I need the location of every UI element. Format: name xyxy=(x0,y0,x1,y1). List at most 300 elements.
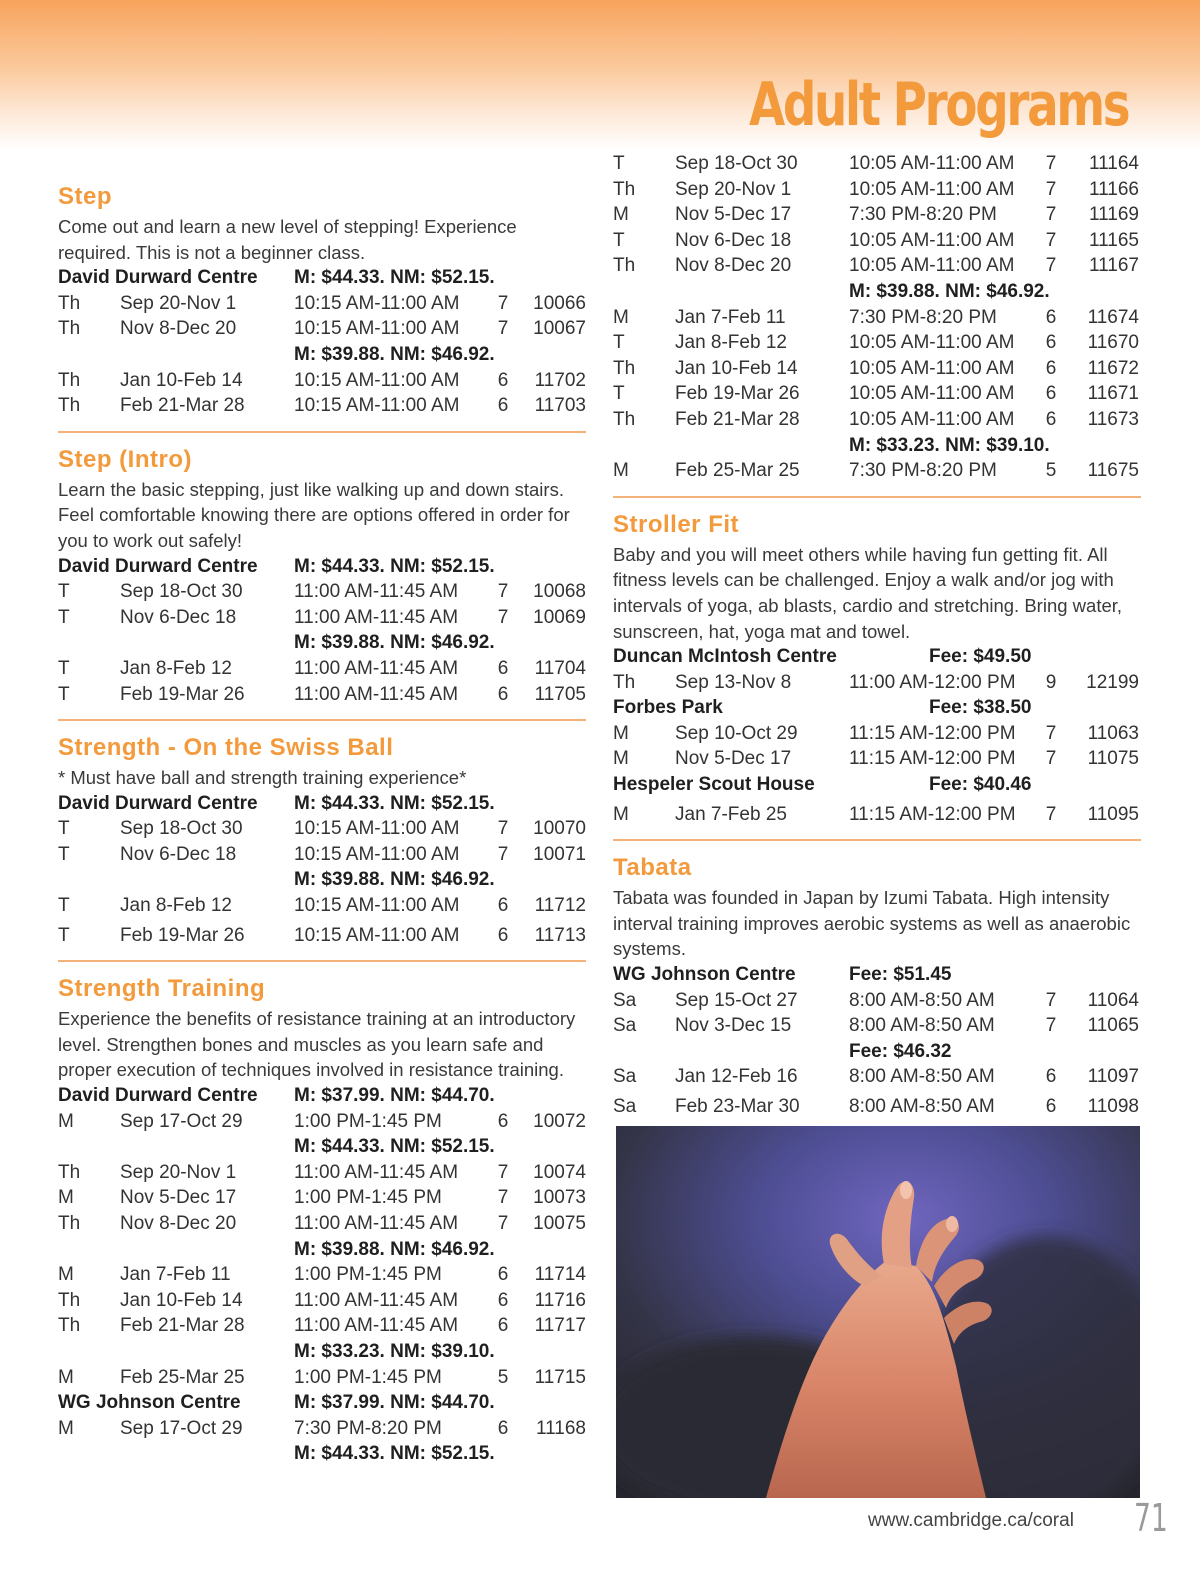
day-cell: M xyxy=(58,1417,74,1439)
course-code-cell: 11165 xyxy=(1088,229,1139,251)
fee-text: M: $44.33. NM: $52.15. xyxy=(294,555,495,577)
dates-cell: Sep 17-Oct 29 xyxy=(120,1417,243,1439)
fee-text: Fee: $40.46 xyxy=(929,774,1032,796)
course-code-cell: 10070 xyxy=(533,818,586,840)
schedule-row xyxy=(613,253,1141,279)
section-divider xyxy=(58,960,586,962)
dates-cell: Jan 7-Feb 11 xyxy=(675,306,786,328)
section-step-intro xyxy=(58,443,586,707)
day-cell: Sa xyxy=(613,1066,637,1088)
course-code-cell: 10069 xyxy=(533,606,586,628)
schedule-row xyxy=(58,893,586,919)
sessions-cell: 7 xyxy=(1045,1015,1057,1037)
fee-text: M: $37.99. NM: $44.70. xyxy=(294,1392,495,1414)
day-cell: T xyxy=(58,895,70,917)
time-cell: 7:30 PM-8:20 PM xyxy=(849,460,997,482)
course-code-cell: 11713 xyxy=(534,924,586,946)
time-cell: 11:00 AM-11:45 AM xyxy=(294,657,459,679)
fee-text: M: $33.23. NM: $39.10. xyxy=(294,1340,495,1362)
sessions-cell: 6 xyxy=(1045,1066,1057,1088)
section-heading: Strength Training xyxy=(58,975,266,1003)
section-description: Learn the basic stepping, just like walking up and down stairs. Feel comfortable knowing there are options offered in order for you to work out safely! xyxy=(58,478,570,551)
section-heading: Step (Intro) xyxy=(58,445,192,473)
sessions-cell: 7 xyxy=(1045,255,1057,277)
sessions-cell: 6 xyxy=(1045,357,1057,379)
day-cell: M xyxy=(613,803,629,825)
section-description: Experience the benefits of resistance training at an introductory level. Strengthen bones and muscles as you learn safe and proper execution of techniques involved in resistance training. xyxy=(58,1008,576,1081)
fee-text: M: $44.33. NM: $52.15. xyxy=(294,267,495,289)
day-cell: Th xyxy=(58,292,81,314)
dates-cell: Feb 19-Mar 26 xyxy=(120,924,245,946)
sessions-cell: 6 xyxy=(497,369,509,391)
day-cell: M xyxy=(58,1110,74,1132)
schedule-row xyxy=(58,923,586,949)
course-code-cell: 10067 xyxy=(533,318,586,340)
day-cell: T xyxy=(58,581,70,603)
section-description: Come out and learn a new level of stepping! Experience required. This is not a beginner class. xyxy=(58,216,517,263)
course-code-cell: 11712 xyxy=(534,895,586,917)
sessions-cell: 6 xyxy=(1045,408,1057,430)
location-row xyxy=(613,695,1141,721)
section-heading: Step xyxy=(58,183,113,210)
course-code-cell: 11715 xyxy=(534,1366,586,1388)
time-cell: 11:15 AM-12:00 PM xyxy=(849,748,1016,770)
time-cell: 7:30 PM-8:20 PM xyxy=(294,1417,442,1439)
schedule-row xyxy=(58,1288,586,1314)
location-row xyxy=(58,1083,586,1109)
time-cell: 1:00 PM-1:45 PM xyxy=(294,1366,442,1388)
left-column xyxy=(58,180,586,1467)
time-cell: 1:00 PM-1:45 PM xyxy=(294,1110,442,1132)
schedule-row xyxy=(613,407,1141,433)
fee-text: Fee: $49.50 xyxy=(929,646,1032,668)
sessions-cell: 6 xyxy=(497,395,509,417)
section-swiss-ball xyxy=(58,731,586,948)
schedule-row xyxy=(58,816,586,842)
dates-cell: Sep 17-Oct 29 xyxy=(120,1110,243,1132)
time-cell: 11:00 AM-11:45 AM xyxy=(294,683,459,705)
time-cell: 10:15 AM-11:00 AM xyxy=(294,318,460,340)
schedule-row xyxy=(58,393,586,419)
day-cell: Th xyxy=(58,1289,81,1311)
dates-cell: Nov 5-Dec 17 xyxy=(120,1187,237,1209)
schedule-row xyxy=(58,368,586,394)
dates-cell: Nov 5-Dec 17 xyxy=(675,204,792,226)
schedule-row xyxy=(613,1094,1141,1120)
day-cell: M xyxy=(613,460,629,482)
footer-url[interactable]: www.cambridge.ca/coral xyxy=(868,1510,1074,1531)
schedule-row xyxy=(613,228,1141,254)
section-strength-training xyxy=(58,972,586,1467)
time-cell: 1:00 PM-1:45 PM xyxy=(294,1187,442,1209)
location-row xyxy=(58,791,586,817)
sessions-cell: 7 xyxy=(497,1213,509,1234)
day-cell: T xyxy=(58,818,70,840)
time-cell: 11:15 AM-12:00 PM xyxy=(849,803,1016,825)
day-cell: M xyxy=(58,1366,74,1388)
dates-cell: Feb 25-Mar 25 xyxy=(120,1366,245,1388)
schedule-row xyxy=(613,670,1141,696)
day-cell: M xyxy=(613,306,629,328)
section-heading: Strength - On the Swiss Ball xyxy=(58,734,394,762)
sessions-cell: 7 xyxy=(1045,722,1057,744)
location-row xyxy=(58,1390,586,1416)
sessions-cell: 6 xyxy=(1045,332,1057,354)
schedule-rows xyxy=(613,988,1141,1039)
schedule-row xyxy=(58,1211,586,1237)
day-cell: M xyxy=(613,204,629,226)
schedule-rows xyxy=(58,368,586,419)
day-cell: Th xyxy=(58,1213,81,1234)
location-name: David Durward Centre xyxy=(58,267,258,289)
time-cell: 11:15 AM-12:00 PM xyxy=(849,722,1016,744)
sessions-cell: 7 xyxy=(1045,229,1057,251)
sessions-cell: 7 xyxy=(1045,178,1057,200)
dates-cell: Feb 19-Mar 26 xyxy=(120,683,245,705)
section-divider xyxy=(58,719,586,721)
day-cell: T xyxy=(58,924,70,946)
fee-text: M: $44.33. NM: $52.15. xyxy=(294,1136,495,1158)
dates-cell: Sep 20-Nov 1 xyxy=(120,292,237,314)
dates-cell: Nov 8-Dec 20 xyxy=(120,1213,237,1234)
schedule-row xyxy=(613,177,1141,203)
schedule-rows xyxy=(58,579,586,630)
schedule-row xyxy=(58,1109,586,1135)
sessions-cell: 7 xyxy=(497,292,509,314)
fee-text: M: $39.88. NM: $46.92. xyxy=(294,343,495,365)
day-cell: T xyxy=(613,153,625,174)
day-cell: M xyxy=(613,722,629,744)
fee-text: Fee: $38.50 xyxy=(929,697,1032,719)
schedule-row xyxy=(58,1313,586,1339)
schedule-row xyxy=(58,842,586,868)
location-name: Forbes Park xyxy=(613,697,723,719)
sessions-cell: 7 xyxy=(497,606,509,628)
day-cell: Th xyxy=(58,1161,81,1183)
fee-text: M: $44.33. NM: $52.15. xyxy=(294,1443,495,1465)
course-code-cell: 11674 xyxy=(1087,306,1139,328)
day-cell: Th xyxy=(58,1315,81,1337)
right-column xyxy=(613,151,1141,1120)
dates-cell: Nov 8-Dec 20 xyxy=(675,255,792,277)
schedule-row xyxy=(58,1262,586,1288)
section-divider xyxy=(613,839,1141,841)
time-cell: 11:00 AM-11:45 AM xyxy=(294,1213,459,1234)
yoga-hand-photo xyxy=(616,1126,1140,1498)
time-cell: 8:00 AM-8:50 AM xyxy=(849,989,995,1011)
course-code-cell: 10075 xyxy=(533,1213,586,1234)
sessions-cell: 7 xyxy=(1045,989,1057,1011)
course-code-cell: 11671 xyxy=(1087,383,1139,405)
schedule-row xyxy=(613,721,1141,747)
schedule-rows xyxy=(613,151,1141,279)
location-row xyxy=(58,265,586,291)
dates-cell: Sep 13-Nov 8 xyxy=(675,671,792,693)
dates-cell: Nov 8-Dec 20 xyxy=(120,318,237,340)
sessions-cell: 6 xyxy=(497,924,509,946)
time-cell: 8:00 AM-8:50 AM xyxy=(849,1096,995,1117)
course-code-cell: 11705 xyxy=(534,683,586,705)
dates-cell: Jan 8-Feb 12 xyxy=(675,332,787,354)
dates-cell: Feb 23-Mar 30 xyxy=(675,1096,800,1117)
schedule-rows xyxy=(613,670,1141,696)
dates-cell: Sep 15-Oct 27 xyxy=(675,989,798,1011)
fee-text: M: $39.88. NM: $46.92. xyxy=(294,869,495,891)
dates-cell: Jan 8-Feb 12 xyxy=(120,657,232,679)
dates-cell: Jan 7-Feb 25 xyxy=(675,803,787,825)
schedule-row xyxy=(613,305,1141,331)
time-cell: 7:30 PM-8:20 PM xyxy=(849,204,997,226)
schedule-row xyxy=(613,746,1141,772)
location-row xyxy=(613,644,1141,670)
time-cell: 8:00 AM-8:50 AM xyxy=(849,1066,995,1088)
dates-cell: Sep 20-Nov 1 xyxy=(675,178,792,200)
dates-cell: Nov 6-Dec 18 xyxy=(120,843,237,865)
dates-cell: Feb 25-Mar 25 xyxy=(675,460,800,482)
course-code-cell: 11714 xyxy=(534,1264,586,1286)
sessions-cell: 6 xyxy=(497,683,509,705)
fee-text: Fee: $51.45 xyxy=(849,964,952,986)
day-cell: Th xyxy=(613,255,636,277)
dates-cell: Sep 18-Oct 30 xyxy=(120,818,243,840)
course-code-cell: 10074 xyxy=(533,1161,586,1183)
sessions-cell: 6 xyxy=(497,657,509,679)
course-code-cell: 11097 xyxy=(1087,1066,1139,1088)
schedule-rows xyxy=(58,291,586,342)
page-number: 71 xyxy=(1134,1496,1168,1540)
sessions-cell: 6 xyxy=(1045,306,1057,328)
sessions-cell: 7 xyxy=(1045,748,1057,770)
day-cell: Sa xyxy=(613,1096,637,1117)
schedule-row xyxy=(58,1160,586,1186)
time-cell: 10:05 AM-11:00 AM xyxy=(849,357,1015,379)
day-cell: Th xyxy=(58,318,81,340)
schedule-row xyxy=(58,1365,586,1391)
sessions-cell: 7 xyxy=(497,1161,509,1183)
section-description: Tabata was founded in Japan by Izumi Tabata. High intensity interval training improves aerobic systems as well as anaerobic systems. xyxy=(613,887,1131,960)
dates-cell: Jan 10-Feb 14 xyxy=(120,369,243,391)
course-code-cell: 11670 xyxy=(1087,332,1139,354)
schedule-row xyxy=(613,330,1141,356)
sessions-cell: 7 xyxy=(497,843,509,865)
location-name: WG Johnson Centre xyxy=(613,964,796,986)
sessions-cell: 6 xyxy=(497,1264,509,1286)
schedule-rows xyxy=(613,305,1141,433)
schedule-row xyxy=(613,458,1141,484)
dates-cell: Sep 20-Nov 1 xyxy=(120,1161,237,1183)
course-code-cell: 11075 xyxy=(1087,748,1139,770)
course-code-cell: 11166 xyxy=(1088,178,1139,200)
time-cell: 11:00 AM-11:45 AM xyxy=(294,1315,459,1337)
sessions-cell: 7 xyxy=(1045,153,1057,174)
location-row xyxy=(613,772,1141,798)
location-name: Hespeler Scout House xyxy=(613,774,815,796)
schedule-row xyxy=(613,356,1141,382)
day-cell: T xyxy=(58,843,70,865)
schedule-row xyxy=(613,1064,1141,1090)
fee-text: Fee: $46.32 xyxy=(849,1040,952,1062)
time-cell: 11:00 AM-12:00 PM xyxy=(849,671,1016,693)
schedule-row xyxy=(58,1185,586,1211)
day-cell: Sa xyxy=(613,989,637,1011)
schedule-rows xyxy=(58,1416,586,1442)
schedule-rows xyxy=(58,1365,586,1391)
dates-cell: Nov 6-Dec 18 xyxy=(120,606,237,628)
sessions-cell: 6 xyxy=(497,1110,509,1132)
course-code-cell: 11168 xyxy=(535,1417,586,1439)
sessions-cell: 6 xyxy=(497,1289,509,1311)
yoga-hand-illustration xyxy=(616,1126,1140,1498)
sessions-cell: 6 xyxy=(1045,383,1057,405)
course-code-cell: 11065 xyxy=(1087,1015,1139,1037)
day-cell: T xyxy=(58,657,70,679)
course-code-cell: 11702 xyxy=(534,369,586,391)
day-cell: Sa xyxy=(613,1015,637,1037)
section-divider xyxy=(613,496,1141,498)
schedule-row xyxy=(613,988,1141,1014)
time-cell: 10:15 AM-11:00 AM xyxy=(294,395,460,417)
schedule-row xyxy=(58,291,586,317)
time-cell: 10:15 AM-11:00 AM xyxy=(294,369,460,391)
day-cell: M xyxy=(58,1264,74,1286)
sessions-cell: 6 xyxy=(497,895,509,917)
schedule-rows xyxy=(613,458,1141,484)
dates-cell: Feb 21-Mar 28 xyxy=(120,395,245,417)
course-code-cell: 11673 xyxy=(1087,408,1139,430)
course-code-cell: 10068 xyxy=(533,581,586,603)
section-heading: Stroller Fit xyxy=(613,510,740,538)
time-cell: 10:05 AM-11:00 AM xyxy=(849,408,1015,430)
sessions-cell: 6 xyxy=(497,1417,509,1439)
dates-cell: Sep 18-Oct 30 xyxy=(120,581,243,603)
schedule-rows xyxy=(58,1160,586,1237)
schedule-row xyxy=(613,381,1141,407)
course-code-cell: 10071 xyxy=(533,843,586,865)
time-cell: 10:15 AM-11:00 AM xyxy=(294,924,460,946)
time-cell: 10:15 AM-11:00 AM xyxy=(294,843,460,865)
time-cell: 10:05 AM-11:00 AM xyxy=(849,383,1015,405)
course-code-cell: 11703 xyxy=(534,395,586,417)
course-code-cell: 11717 xyxy=(534,1315,586,1337)
sessions-cell: 9 xyxy=(1045,671,1057,693)
course-code-cell: 11098 xyxy=(1087,1096,1139,1117)
time-cell: 10:15 AM-11:00 AM xyxy=(294,292,460,314)
location-name: David Durward Centre xyxy=(58,1085,258,1107)
schedule-row xyxy=(58,656,586,682)
course-code-cell: 10073 xyxy=(533,1187,586,1209)
day-cell: Th xyxy=(58,369,81,391)
time-cell: 11:00 AM-11:45 AM xyxy=(294,1161,459,1183)
schedule-row xyxy=(613,151,1141,177)
schedule-rows xyxy=(613,1064,1141,1119)
course-code-cell: 11704 xyxy=(534,657,586,679)
time-cell: 11:00 AM-11:45 AM xyxy=(294,581,459,603)
time-cell: 10:05 AM-11:00 AM xyxy=(849,153,1015,174)
time-cell: 10:05 AM-11:00 AM xyxy=(849,178,1015,200)
location-name: WG Johnson Centre xyxy=(58,1392,241,1414)
course-code-cell: 11167 xyxy=(1088,255,1139,277)
section-divider xyxy=(58,431,586,433)
course-code-cell: 11672 xyxy=(1087,357,1139,379)
sessions-cell: 6 xyxy=(497,1315,509,1337)
dates-cell: Sep 10-Oct 29 xyxy=(675,722,798,744)
dates-cell: Jan 10-Feb 14 xyxy=(675,357,798,379)
time-cell: 10:05 AM-11:00 AM xyxy=(849,332,1015,354)
sessions-cell: 5 xyxy=(497,1366,509,1388)
sessions-cell: 6 xyxy=(1045,1096,1057,1117)
dates-cell: Jan 7-Feb 11 xyxy=(120,1264,231,1286)
sessions-cell: 7 xyxy=(1045,204,1057,226)
day-cell: T xyxy=(613,229,625,251)
course-code-cell: 11063 xyxy=(1087,722,1139,744)
schedule-rows xyxy=(58,1109,586,1135)
dates-cell: Nov 3-Dec 15 xyxy=(675,1015,792,1037)
time-cell: 10:05 AM-11:00 AM xyxy=(849,229,1015,251)
course-code-cell: 11169 xyxy=(1088,204,1139,226)
schedule-rows xyxy=(58,656,586,707)
time-cell: 1:00 PM-1:45 PM xyxy=(294,1264,442,1286)
section-description: * Must have ball and strength training experience* xyxy=(58,767,467,789)
schedule-rows xyxy=(58,893,586,948)
sessions-cell: 5 xyxy=(1045,460,1057,482)
day-cell: T xyxy=(613,383,625,405)
dates-cell: Feb 21-Mar 28 xyxy=(120,1315,245,1337)
dates-cell: Jan 8-Feb 12 xyxy=(120,895,232,917)
location-name: David Durward Centre xyxy=(58,555,258,577)
schedule-rows xyxy=(58,1262,586,1339)
day-cell: T xyxy=(613,332,625,354)
course-code-cell: 11716 xyxy=(534,1289,586,1311)
sessions-cell: 7 xyxy=(1045,803,1057,825)
schedule-row xyxy=(613,802,1141,828)
section-heading: Tabata xyxy=(613,854,692,882)
dates-cell: Jan 12-Feb 16 xyxy=(675,1066,798,1088)
day-cell: Th xyxy=(613,671,636,693)
fee-text: M: $39.88. NM: $46.92. xyxy=(849,280,1050,302)
day-cell: Th xyxy=(613,178,636,200)
fee-text: M: $37.99. NM: $44.70. xyxy=(294,1085,495,1107)
day-cell: Th xyxy=(613,408,636,430)
course-code-cell: 11095 xyxy=(1087,803,1139,825)
course-code-cell: 11064 xyxy=(1087,989,1139,1011)
fee-text: M: $33.23. NM: $39.10. xyxy=(849,434,1050,456)
location-name: Duncan McIntosh Centre xyxy=(613,646,837,668)
schedule-rows xyxy=(613,721,1141,772)
section-stroller-fit xyxy=(613,508,1141,828)
location-row xyxy=(613,962,1141,988)
dates-cell: Feb 19-Mar 26 xyxy=(675,383,800,405)
course-code-cell: 11164 xyxy=(1088,153,1139,174)
fee-text: M: $39.88. NM: $46.92. xyxy=(294,1238,495,1260)
day-cell: M xyxy=(613,748,629,770)
sessions-cell: 7 xyxy=(497,1187,509,1209)
day-cell: Th xyxy=(613,357,636,379)
fee-text: M: $39.88. NM: $46.92. xyxy=(294,632,495,654)
dates-cell: Nov 6-Dec 18 xyxy=(675,229,792,251)
time-cell: 11:00 AM-11:45 AM xyxy=(294,1289,459,1311)
course-code-cell: 10072 xyxy=(533,1110,586,1132)
section-step xyxy=(58,180,586,419)
section-description: Baby and you will meet others while having fun getting fit. All fitness levels can be challenged. Enjoy a walk and/or jog with intervals of yoga, ab blasts, cardio and stretching. Bring water, sunscreen, hat, yoga mat and towel. xyxy=(613,543,1123,642)
schedule-row xyxy=(58,605,586,631)
schedule-rows xyxy=(58,816,586,867)
dates-cell: Nov 5-Dec 17 xyxy=(675,748,792,770)
time-cell: 10:05 AM-11:00 AM xyxy=(849,255,1015,277)
schedule-row xyxy=(58,316,586,342)
sessions-cell: 7 xyxy=(497,581,509,603)
fee-text: M: $44.33. NM: $52.15. xyxy=(294,792,495,814)
day-cell: M xyxy=(58,1187,74,1209)
